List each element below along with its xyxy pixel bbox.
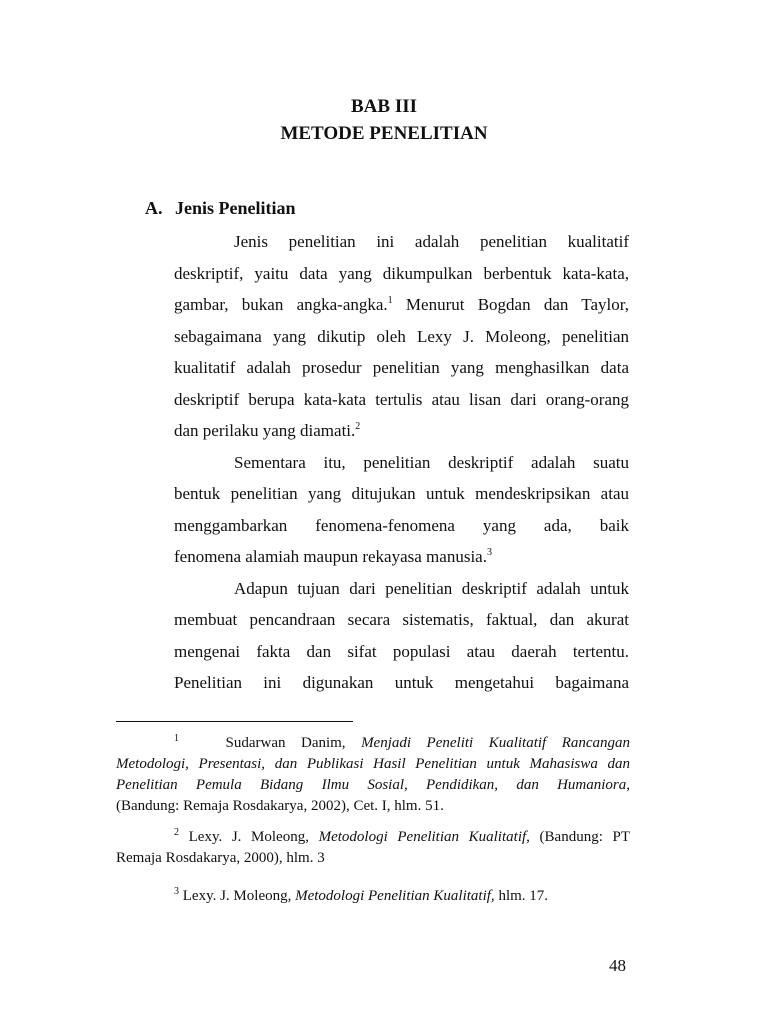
- text-line: Adapun tujuan dari penelitian deskriptif adalah untuk: [234, 578, 629, 598]
- chapter-number: BAB III: [351, 96, 417, 117]
- text-line: membuat pencandraan secara sistematis, faktual, dan akurat: [174, 610, 629, 629]
- section-title: Jenis Penelitian: [175, 198, 296, 218]
- footnote-ref: 2: [355, 421, 361, 432]
- page-number: 48: [609, 956, 626, 975]
- footnote-ref: 3: [486, 547, 492, 558]
- footnote-author: Sudarwan Danim,: [225, 735, 346, 751]
- footnote-number: 1: [174, 733, 179, 744]
- footnote-ref: 1: [387, 295, 393, 306]
- footnote: [116, 827, 630, 869]
- chapter-title: METODE PENELITIAN: [280, 123, 488, 144]
- footnote-title: Metodologi Penelitian Kualitatif,: [318, 829, 530, 845]
- footnote-title: Metodologi, Presentasi, dan Publikasi Hasil Penelitian untuk Mahasiswa dan: [116, 756, 630, 772]
- text-line: Jenis penelitian ini adalah penelitian kualitatif: [234, 232, 629, 251]
- text-fragment: gambar, bukan angka-angka.: [174, 295, 388, 314]
- text-line: sebagaimana yang dikutip oleh Lexy J. Moleong, penelitian: [174, 326, 629, 346]
- footnote-tail: hlm. 17.: [498, 888, 549, 904]
- footnote: [116, 733, 630, 817]
- footnote-title: Menjadi Peneliti Kualitatif Rancangan: [361, 735, 631, 751]
- footnote-author: Lexy. J. Moleong,: [188, 829, 309, 845]
- footnote-title: Metodologi Penelitian Kualitatif,: [295, 888, 495, 904]
- section-heading: [145, 196, 296, 220]
- paragraph: [174, 447, 629, 573]
- text-line: bentuk penelitian yang ditujukan untuk mendeskripsikan atau: [174, 484, 629, 503]
- footnote-author: Lexy. J. Moleong,: [182, 888, 292, 904]
- text-line: Penelitian ini digunakan untuk mengetahui bagaimana: [174, 673, 629, 692]
- footnote-tail: (Bandung: PT: [539, 829, 630, 845]
- footnote-number: 2: [174, 827, 179, 838]
- paragraph: [174, 226, 629, 447]
- footnote-separator: [116, 721, 353, 722]
- text-fragment: fenomena alamiah maupun rekayasa manusia.: [174, 547, 487, 566]
- footnote-line: [116, 775, 630, 796]
- footnote-number: 3: [174, 886, 179, 897]
- footnote-line: [116, 754, 630, 775]
- body-text: [174, 226, 629, 699]
- paragraph: [174, 573, 629, 699]
- text-fragment: Menurut Bogdan dan Taylor,: [405, 295, 630, 314]
- footnote-line: (Bandung: Remaja Rosdakarya, 2002), Cet. I, hlm. 51.: [116, 798, 444, 814]
- text-line: menggambarkan fenomena-fenomena yang ada, baik: [174, 515, 629, 535]
- text-line: [174, 415, 629, 447]
- text-line: deskriptif, yaitu data yang dikumpulkan berbentuk kata-kata,: [174, 263, 629, 283]
- footnote-line: [116, 827, 630, 848]
- text-line: mengenai fakta dan sifat populasi atau daerah tertentu.: [174, 641, 629, 661]
- footnote-title: Penelitian Pemula Bidang Ilmu Sosial, Pendidikan, dan Humaniora: [116, 777, 627, 793]
- section-letter: A.: [145, 198, 163, 218]
- text-line: [174, 289, 629, 321]
- footnote-line: [116, 733, 630, 754]
- text-line: Sementara itu, penelitian deskriptif adalah suatu: [234, 452, 629, 472]
- text-fragment: dan perilaku yang diamati.: [174, 421, 356, 440]
- text-line: [174, 541, 629, 573]
- text-line: deskriptif berupa kata-kata tertulis atau lisan dari orang-orang: [174, 389, 629, 409]
- text-line: kualitatif adalah prosedur penelitian yang menghasilkan data: [174, 358, 629, 377]
- footnote: [116, 886, 630, 907]
- footnote-line: Remaja Rosdakarya, 2000), hlm. 3: [116, 850, 325, 866]
- footnote-punct: ,: [626, 777, 630, 793]
- footnote-line: [116, 886, 630, 907]
